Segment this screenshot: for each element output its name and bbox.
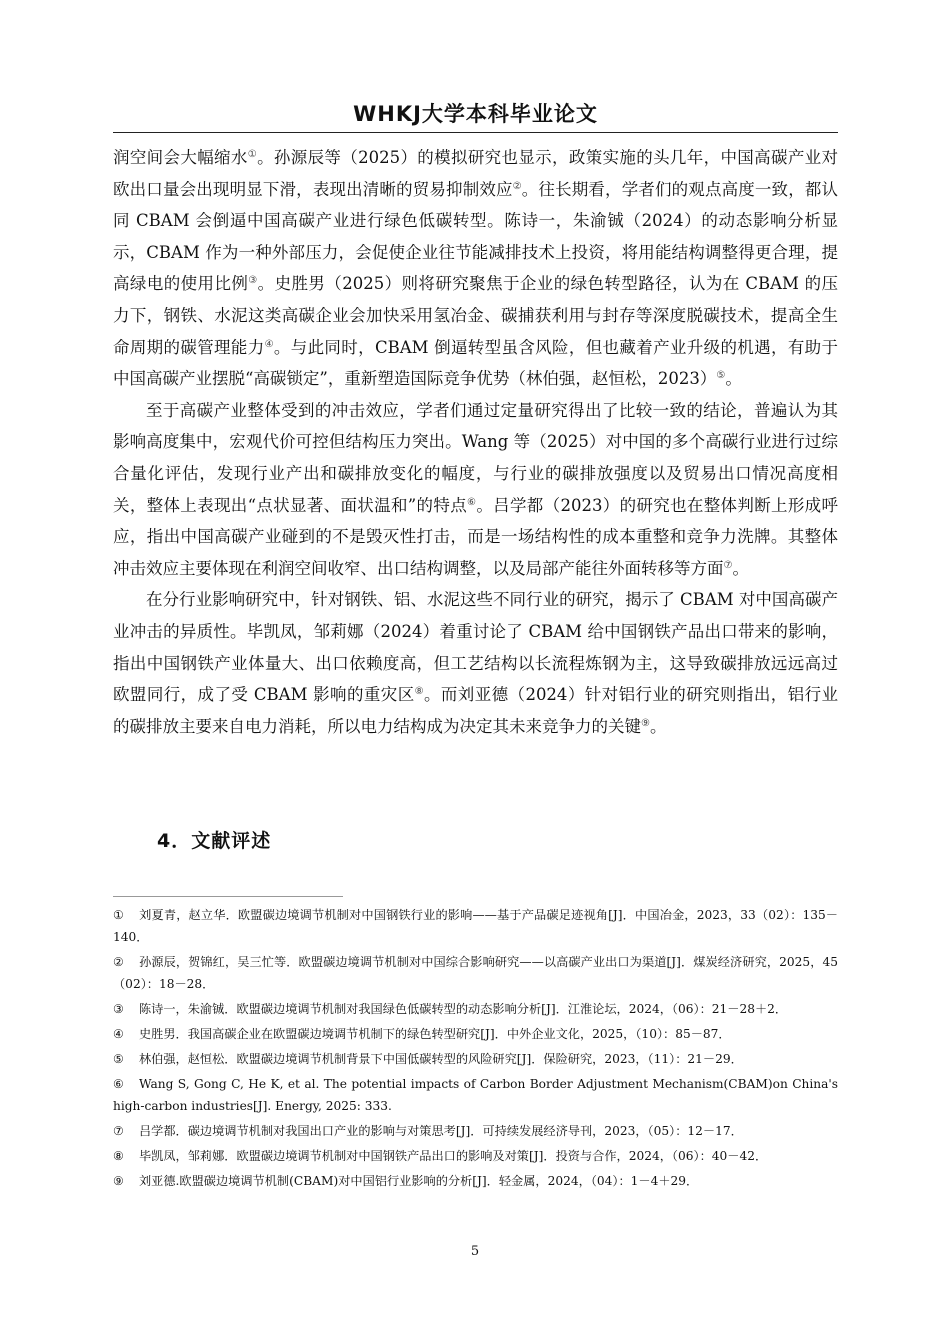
footnote-text: 陈诗一，朱渝铖．欧盟碳边境调节机制对我国绿色低碳转型的动态影响分析[J]．江淮论坛，2024，（06）：21－28＋2． [139, 1002, 788, 1016]
footnote-text: 林伯强，赵恒松．欧盟碳边境调节机制背景下中国低碳转型的风险研究[J]．保险研究，2023，（11）：21－29． [139, 1052, 743, 1066]
body-paragraph [113, 584, 838, 742]
footnote-item [113, 1170, 838, 1192]
body-text [113, 142, 838, 742]
footnote-text: 孙源辰，贺锦红，吴三忙等．欧盟碳边境调节机制对中国综合影响研究——以高碳产业出口为渠道[J]．煤炭经济研究，2025，45（02）：18－28． [113, 955, 838, 991]
footnote-ref: ⑧ [414, 686, 424, 698]
footnote-ref: ④ [264, 338, 274, 350]
paragraph-text: 润空间会大幅缩水 [113, 148, 248, 167]
footnote-text: 刘亚德.欧盟碳边境调节机制(CBAM)对中国铝行业影响的分析[J]．轻金属，2024，（04）：1－4＋29． [139, 1174, 699, 1188]
paragraph-text: 。史胜男（2025）则将研究聚焦于企业的绿色转型路径，认为在 CBAM 的压力下，钢铁、水泥这类高碳企业会加快采用氢冶金、碳捕获利用与封存等深度脱碳技术，提高全生命周期的碳管理能力 [113, 274, 838, 357]
footnote-ref: ⑦ [723, 559, 733, 571]
body-paragraph [113, 142, 838, 395]
footnote-item [113, 998, 838, 1020]
paragraph-text: 至于高碳产业整体受到的冲击效应，学者们通过定量研究得出了比较一致的结论，普遍认为其影响高度集中，宏观代价可控但结构压力突出。Wang 等（2025）对中国的多个高碳行业进行过综合量化评估，发现行业产出和碳排放变化的幅度，与行业的碳排放强度以及贸易出口情况高度相关，整体上表现出“点状显著、面状温和”的特点 [113, 400, 838, 515]
paragraph-text: 。而刘亚德（2024）针对铝行业的研究则指出，铝行业的碳排放主要来自电力消耗，所以电力结构成为决定其未来竞争力的关键 [113, 685, 838, 736]
header-title: WHKJ大学本科毕业论文 [353, 102, 598, 126]
footnote-ref: ⑤ [716, 370, 726, 382]
footnote-mark: ④ [113, 1027, 124, 1041]
footnote-ref: ⑥ [467, 496, 477, 508]
footnote-mark: ⑥ [113, 1077, 124, 1091]
footnote-divider [113, 896, 343, 897]
paragraph-text: 。往长期看，学者们的观点高度一致，都认同 CBAM 会倒逼中国高碳产业进行绿色低碳转型。陈诗一，朱渝铖（2024）的动态影响分析显示，CBAM 作为一种外部压力，会促使企业往节能减排技术上投资，将用能结构调整得更合理，提高绿电的使用比例 [113, 179, 839, 294]
footnote-text: 史胜男．我国高碳企业在欧盟碳边境调节机制下的绿色转型研究[J]．中外企业文化，2025，（10）：85－87． [139, 1027, 731, 1041]
footnote-item [113, 951, 838, 995]
section-heading: 4．文献评述 [157, 830, 272, 852]
footnote-item [113, 1023, 838, 1045]
footnote-mark: ② [113, 955, 124, 969]
footnote-mark: ⑦ [113, 1124, 124, 1138]
footnote-text: Wang S, Gong C, He K, et al. The potential impacts of Carbon Border Adjustment Mechanism(CBAM)on China's high-carbon industries[J]. Energy, 2025: 333. [113, 1077, 838, 1113]
footnote-ref: ① [247, 149, 258, 160]
paragraph-text: 在分行业影响研究中，针对钢铁、铝、水泥这些不同行业的研究，揭示了 CBAM 对中国高碳产业冲击的异质性。毕凯凤，邹莉娜（2024）着重讨论了 CBAM 给中国钢铁产品出口带来的影响，指出中国钢铁产业体量大、出口依赖度高，但工艺结构以长流程炼钢为主，这导致碳排放远远高过欧盟同行，成了受 CBAM 影响的重灾区 [113, 590, 838, 705]
footnote-text: 刘夏青，赵立华．欧盟碳边境调节机制对中国钢铁行业的影响——基于产品碳足迹视角[J]．中国冶金，2023，33（02）：135－140． [113, 908, 838, 944]
paragraph-text: 。 [649, 716, 667, 736]
paragraph-text: 。孙源辰等（2025）的模拟研究也显示，政策实施的头几年，中国高碳产业对欧出口量会出现明显下滑，表现出清晰的贸易抑制效应 [113, 148, 839, 199]
page-header [113, 92, 838, 133]
page-number: 5 [470, 1244, 480, 1259]
footnote-item [113, 904, 838, 948]
footnote-mark: ③ [113, 1002, 124, 1016]
footnote-mark: ⑧ [113, 1149, 124, 1163]
paragraph-text: 。吕学都（2023）的研究也在整体判断上形成呼应，指出中国高碳产业碰到的不是毁灭性打击，而是一场结构性的成本重整和竞争力洗牌。其整体冲击效应主要体现在利润空间收窄、出口结构调整，以及局部产能往外面转移等方面 [113, 495, 838, 578]
footnotes [113, 904, 838, 1195]
body-paragraph [113, 395, 838, 585]
paragraph-text: 。与此同时，CBAM 倒逼转型虽含风险，但也藏着产业升级的机遇，有助于中国高碳产业摆脱“高碳锁定”，重新塑造国际竞争优势（林伯强，赵恒松，2023） [113, 337, 839, 389]
footnote-item [113, 1073, 838, 1117]
footnote-ref: ⑨ [641, 717, 650, 729]
footnote-text: 吕学都．碳边境调节机制对我国出口产业的影响与对策思考[J]．可持续发展经济导刊，2023，（05）：12－17． [139, 1124, 743, 1138]
footnote-item [113, 1048, 838, 1070]
paragraph-text: 。 [732, 558, 749, 578]
footnote-mark: ⑤ [113, 1052, 124, 1066]
footnote-mark: ① [113, 908, 124, 922]
footnote-item [113, 1145, 838, 1167]
footnote-ref: ② [512, 180, 522, 192]
footnote-text: 毕凯凤，邹莉娜．欧盟碳边境调节机制对中国钢铁产品出口的影响及对策[J]．投资与合作，2024，（06）：40－42． [139, 1149, 768, 1163]
footnote-mark: ⑨ [113, 1174, 124, 1188]
footnote-item [113, 1120, 838, 1142]
footnote-ref: ③ [248, 275, 258, 287]
paragraph-text: 。 [725, 369, 742, 389]
